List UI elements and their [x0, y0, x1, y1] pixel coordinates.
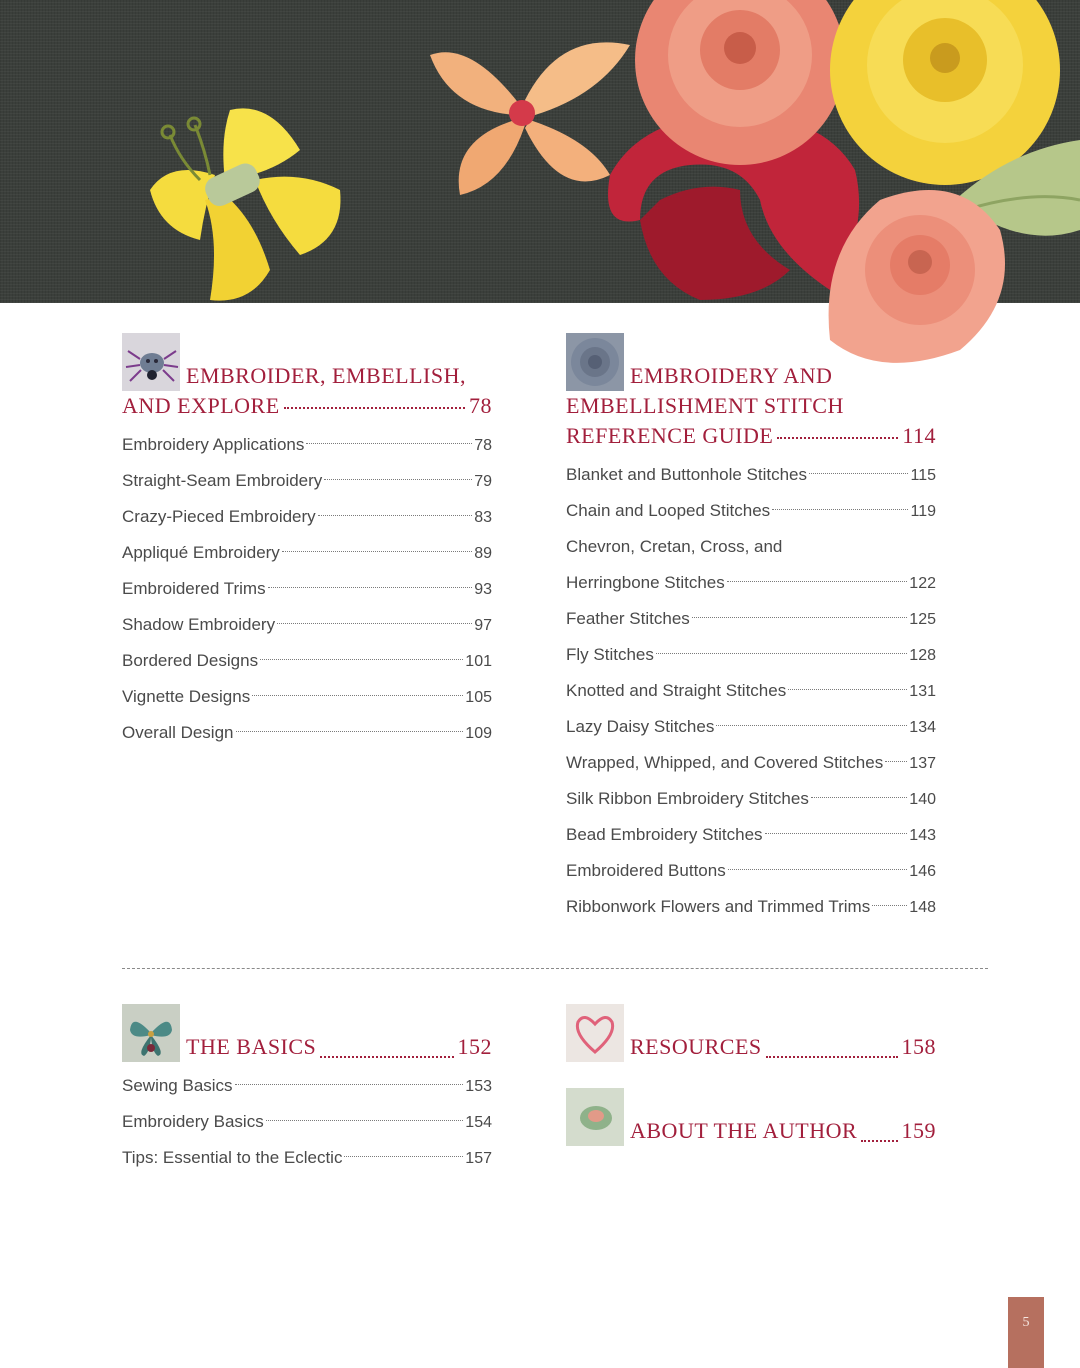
toc-entry[interactable]: Bordered Designs 101: [122, 651, 492, 670]
toc-entry[interactable]: Appliqué Embroidery 89: [122, 543, 492, 562]
dot-leader: [284, 407, 465, 409]
dot-leader: [766, 1056, 898, 1058]
toc-entry[interactable]: Silk Ribbon Embroidery Stitches 140: [566, 789, 936, 808]
bead-butterfly-thumbnail: [122, 1004, 180, 1062]
toc-entry[interactable]: Straight-Seam Embroidery 79: [122, 471, 492, 490]
toc-entry[interactable]: Bead Embroidery Stitches 143: [566, 825, 936, 844]
toc-section-stitch-guide: [566, 333, 936, 925]
section-page: 159: [901, 1118, 936, 1143]
section-page: 158: [901, 1034, 936, 1059]
toc-entry[interactable]: Knotted and Straight Stitches 131: [566, 681, 936, 700]
toc-entry[interactable]: Embroidered Trims 93: [122, 579, 492, 598]
section-heading[interactable]: THE BASICS 152: [122, 1004, 492, 1062]
toc-entry[interactable]: Wrapped, Whipped, and Covered Stitches 137: [566, 753, 936, 772]
toc-entry[interactable]: Embroidery Basics 154: [122, 1112, 492, 1131]
toc-entry[interactable]: Fly Stitches 128: [566, 645, 936, 664]
toc-entry[interactable]: Shadow Embroidery 97: [122, 615, 492, 634]
toc-entry[interactable]: Lazy Daisy Stitches 134: [566, 717, 936, 736]
ribbon-flowers-illustration: [0, 0, 1080, 370]
toc-entry[interactable]: Feather Stitches 125: [566, 609, 936, 628]
toc-section-basics: [122, 1004, 492, 1176]
toc-entry[interactable]: Ribbonwork Flowers and Trimmed Trims 148: [566, 897, 936, 916]
section-page: 152: [457, 1034, 492, 1059]
dot-leader: [777, 437, 898, 439]
toc-entry[interactable]: Crazy-Pieced Embroidery 83: [122, 507, 492, 526]
rose-thumbnail: [566, 333, 624, 391]
toc-entry[interactable]: Vignette Designs 105: [122, 687, 492, 706]
toc-entry[interactable]: Tips: Essential to the Eclectic 157: [122, 1148, 492, 1167]
toc-entry[interactable]: Blanket and Buttonhole Stitches 115: [566, 465, 936, 484]
toc-section-resources: [566, 1004, 936, 1062]
dot-leader: [320, 1056, 453, 1058]
toc-entry[interactable]: Chain and Looped Stitches 119: [566, 501, 936, 520]
section-heading[interactable]: ABOUT THE AUTHOR 159: [566, 1088, 936, 1146]
ribbon-bud-thumbnail: [566, 1088, 624, 1146]
toc-section-author: [566, 1088, 936, 1146]
heart-thumbnail: [566, 1004, 624, 1062]
toc-entry[interactable]: Overall Design 109: [122, 723, 492, 742]
section-heading[interactable]: EMBROIDERY AND EMBELLISHMENT STITCH REFERENCE GUIDE 114: [566, 333, 936, 451]
section-page: 78: [469, 393, 492, 418]
section-divider: [122, 968, 988, 969]
spider-thumbnail: [122, 333, 180, 391]
toc-section-embroider: [122, 333, 492, 751]
section-heading[interactable]: EMBROIDER, EMBELLISH, AND EXPLORE 78: [122, 333, 492, 421]
toc-entry[interactable]: Embroidery Applications 78: [122, 435, 492, 454]
butterfly-icon: [150, 108, 341, 300]
dot-leader: [861, 1140, 897, 1142]
toc-entry[interactable]: Chevron, Cretan, Cross, and Herringbone Stitches 122: [566, 537, 936, 592]
peach-flower-icon: [430, 42, 630, 195]
toc-entry[interactable]: Sewing Basics 153: [122, 1076, 492, 1095]
section-page: 114: [902, 423, 936, 448]
page-number-tab: 5: [1008, 1297, 1044, 1368]
section-heading[interactable]: RESOURCES 158: [566, 1004, 936, 1062]
toc-entry[interactable]: Embroidered Buttons 146: [566, 861, 936, 880]
